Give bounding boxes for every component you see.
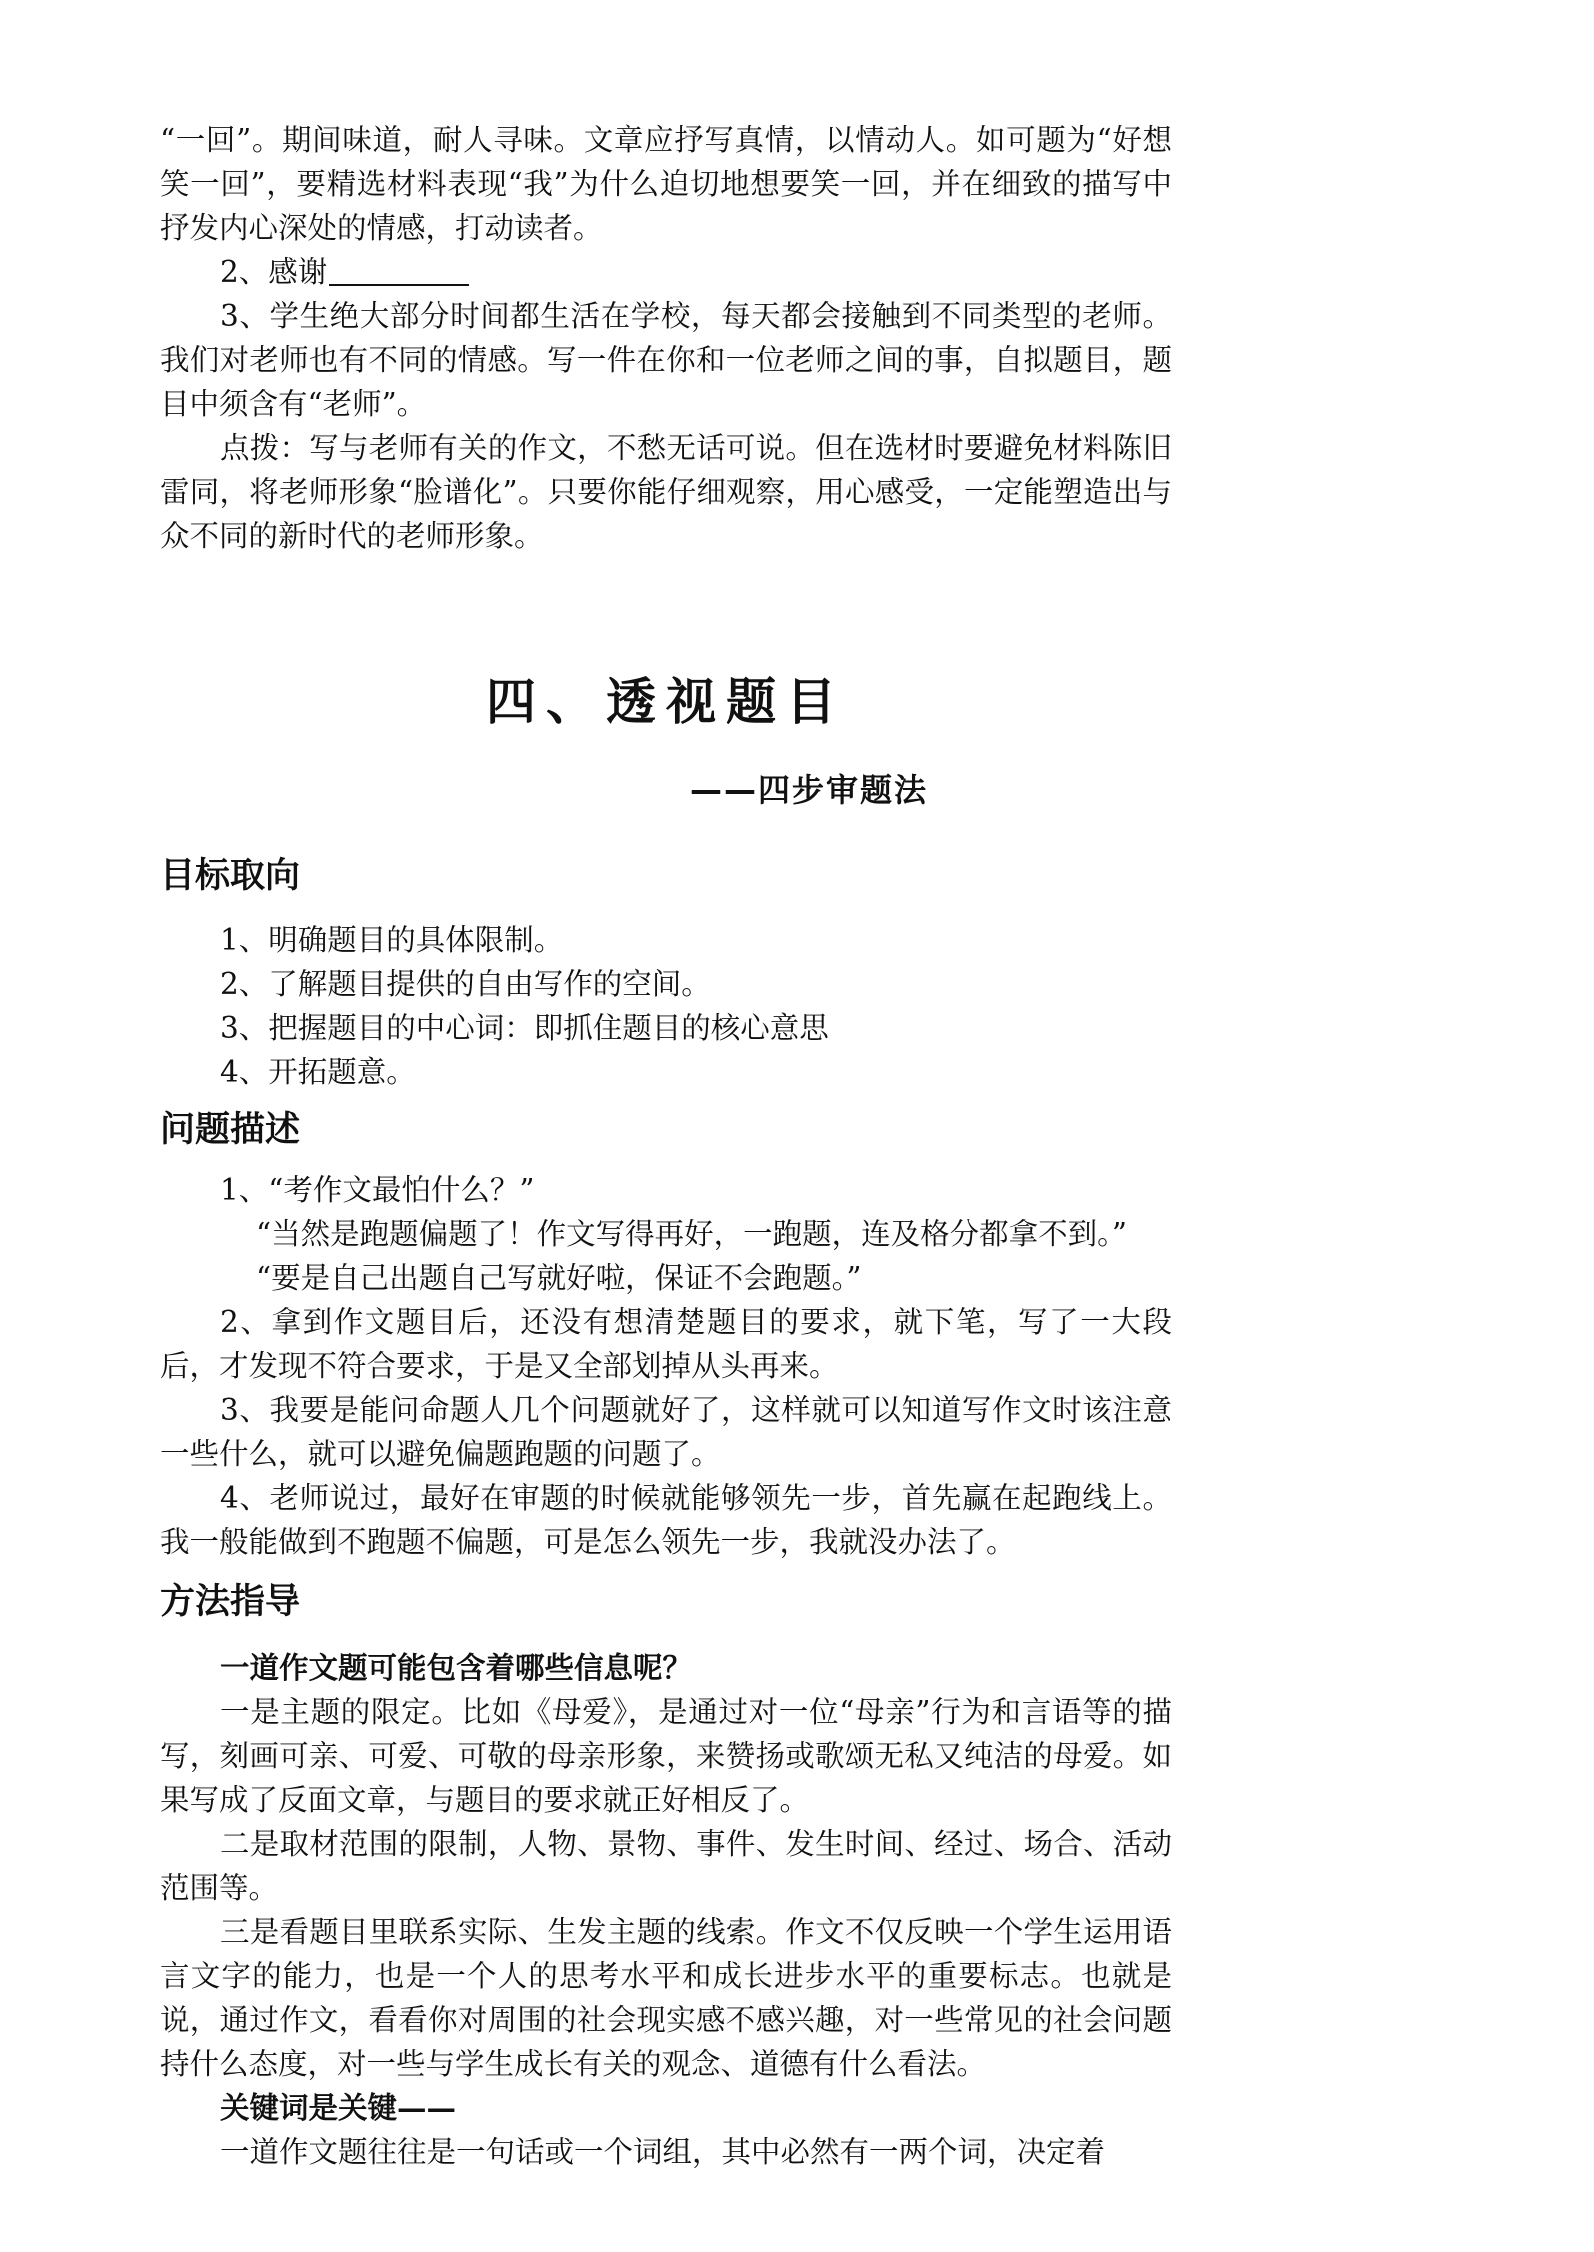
paragraph-continuation: “一回”。期间味道，耐人寻味。文章应抒写真情，以情动人。如可题为“好想笑一回”，要精选材料表现“我”为什么迫切地想要笑一回，并在细致的描写中抒发内心深处的情感，打动读者。 xyxy=(160,123,1172,245)
method-bold-question: 一道作文题可能包含着哪些信息呢？ xyxy=(220,1650,693,1685)
hint-paragraph: 点拨：写与老师有关的作文，不愁无话可说。但在选材时要避免材料陈旧雷同，将老师形象“脸谱化”。只要你能仔细观察，用心感受，一定能塑造出与众不同的新时代的老师形象。 xyxy=(160,431,1172,553)
problem-item-3: 3、我要是能问命题人几个问题就好了，这样就可以知道写作文时该注意一些什么，就可以避免偏题跑题的问题了。 xyxy=(160,1393,1172,1471)
section-heading-goals: 目标取向 xyxy=(160,856,301,896)
fill-in-blank-line xyxy=(329,254,469,286)
section-heading-method: 方法指导 xyxy=(160,1582,301,1622)
section-heading-problems: 问题描述 xyxy=(160,1110,301,1150)
problems-list xyxy=(160,1168,1172,1564)
problem-item-1-answer-a: “当然是跑题偏题了！作文写得再好，一跑题，连及格分都拿不到。” xyxy=(256,1217,1127,1251)
exercise-item-2-label: 2、感谢 xyxy=(220,255,328,289)
list-item: 4、开拓题意。 xyxy=(220,1055,416,1089)
exercise-item-3: 3、学生绝大部分时间都生活在学校，每天都会接触到不同类型的老师。我们对老师也有不同的情感。写一件在你和一位老师之间的事，自拟题目，题目中须含有“老师”。 xyxy=(160,299,1172,421)
exercise-item-2 xyxy=(160,250,1172,294)
method-paragraph-1: 一是主题的限定。比如《母爱》，是通过对一位“母亲”行为和言语等的描写，刻画可亲、可爱、可敬的母亲形象，来赞扬或歌颂无私又纯洁的母爱。如果写成了反面文章，与题目的要求就正好相反了。 xyxy=(160,1695,1172,1817)
document-page xyxy=(160,118,1172,2174)
problem-item-1: 1、“考作文最怕什么？” xyxy=(220,1173,535,1207)
list-item: 2、了解题目提供的自由写作的空间。 xyxy=(220,967,711,1001)
list-item: 1、明确题目的具体限制。 xyxy=(220,923,564,957)
method-paragraph-3: 三是看题目里联系实际、生发主题的线索。作文不仅反映一个学生运用语言文字的能力，也是一个人的思考水平和成长进步水平的重要标志。也就是说，通过作文，看看你对周围的社会现实感不感兴趣，对一些常见的社会问题持什么态度，对一些与学生成长有关的观念、道德有什么看法。 xyxy=(160,1915,1172,2081)
method-bold-keyword: 关键词是关键—— xyxy=(220,2090,457,2125)
method-paragraph-4: 一道作文题往往是一句话或一个词组，其中必然有一两个词，决定着 xyxy=(220,2135,1106,2169)
method-paragraph-2: 二是取材范围的限制，人物、景物、事件、发生时间、经过、场合、活动范围等。 xyxy=(160,1827,1172,1905)
problem-item-4: 4、老师说过，最好在审题的时候就能够领先一步，首先赢在起跑线上。我一般能做到不跑题不偏题，可是怎么领先一步，我就没办法了。 xyxy=(160,1481,1172,1559)
problem-item-1-answer-b: “要是自己出题自己写就好啦，保证不会跑题。” xyxy=(256,1261,862,1295)
goals-list xyxy=(160,918,1172,1094)
chapter-subtitle: ——四步审题法 xyxy=(690,771,929,809)
problem-item-2: 2、拿到作文题目后，还没有想清楚题目的要求，就下笔，写了一大段后，才发现不符合要求，于是又全部划掉从头再来。 xyxy=(160,1305,1172,1383)
chapter-title: 四、透视题目 xyxy=(486,673,846,731)
list-item: 3、把握题目的中心词：即抓住题目的核心意思 xyxy=(220,1011,829,1045)
method-content xyxy=(160,1646,1172,2174)
